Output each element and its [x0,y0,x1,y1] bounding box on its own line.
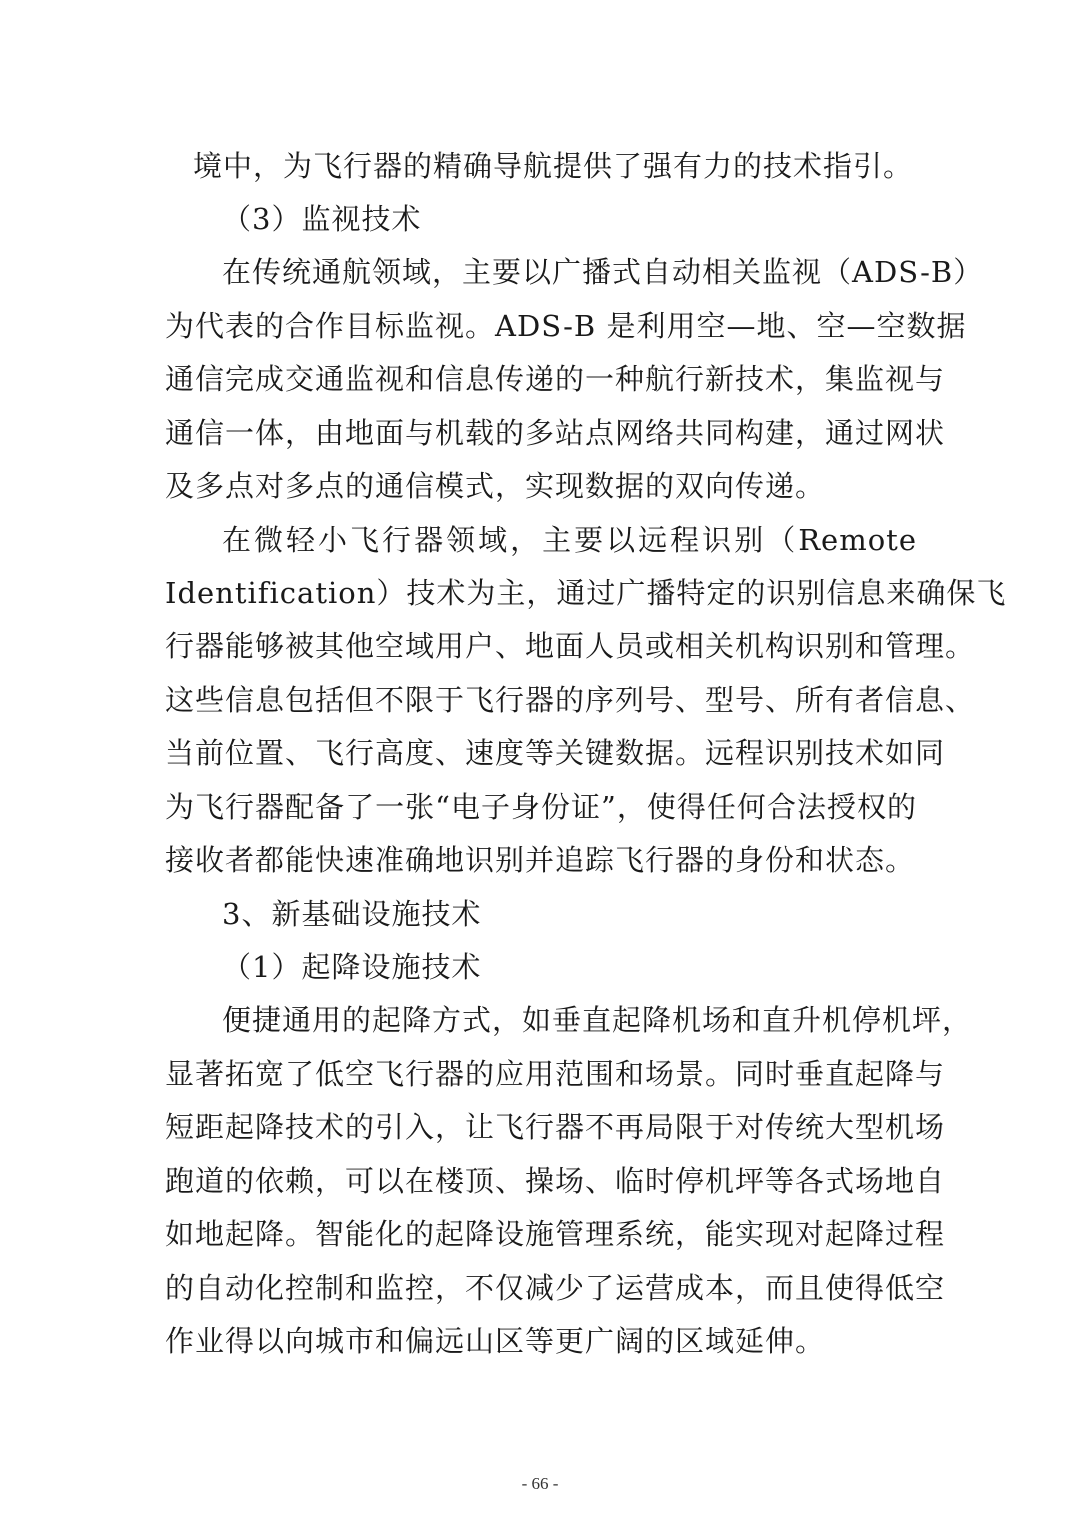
page-number: - 66 - [521,1474,559,1493]
text-line: 这些信息包括但不限于飞行器的序列号、型号、所有者信息、 [165,683,976,717]
text-line: 如地起降。智能化的起降设施管理系统，能实现对起降过程 [165,1217,946,1251]
text-line: 及多点对多点的通信模式，实现数据的双向传递。 [165,469,826,503]
text-line: 当前位置、飞行高度、速度等关键数据。远程识别技术如同 [165,736,946,770]
text-line: 作业得以向城市和偏远山区等更广阔的区域延伸。 [165,1324,826,1358]
text-line: 显著拓宽了低空飞行器的应用范围和场景。同时垂直起降与 [165,1057,946,1091]
text-line: 为代表的合作目标监视。ADS-B 是利用空—地、空—空数据 [165,309,967,343]
text-line: 接收者都能快速准确地识别并追踪飞行器的身份和状态。 [165,843,916,877]
text-line: 行器能够被其他空域用户、地面人员或相关机构识别和管理。 [165,629,976,663]
text-line: 跑道的依赖，可以在楼顶、操场、临时停机坪等各式场地自 [165,1164,946,1198]
text-line: 在微轻小飞行器领域，主要以远程识别（Remote [222,523,917,557]
text-line: 境中，为飞行器的精确导航提供了强有力的技术指引。 [193,149,914,183]
text-line: 通信一体，由地面与机载的多站点网络共同构建，通过网状 [165,416,946,450]
text-line: 通信完成交通监视和信息传递的一种航行新技术，集监视与 [165,362,946,396]
section-heading: （3）监视技术 [222,202,422,236]
subsection-heading: （1）起降设施技术 [222,950,482,984]
text-line: 短距起降技术的引入，让飞行器不再局限于对传统大型机场 [165,1110,946,1144]
text-line: 的自动化控制和监控，不仅减少了运营成本，而且使得低空 [165,1271,946,1305]
section-heading: 3、新基础设施技术 [222,897,482,931]
text-line: Identification）技术为主，通过广播特定的识别信息来确保飞 [165,576,1007,610]
text-line: 在传统通航领域，主要以广播式自动相关监视（ADS-B） [222,255,984,289]
text-line: 便捷通用的起降方式，如垂直起降机场和直升机停机坪， [222,1003,973,1037]
text-line: 为飞行器配备了一张“电子身份证”，使得任何合法授权的 [165,790,917,824]
